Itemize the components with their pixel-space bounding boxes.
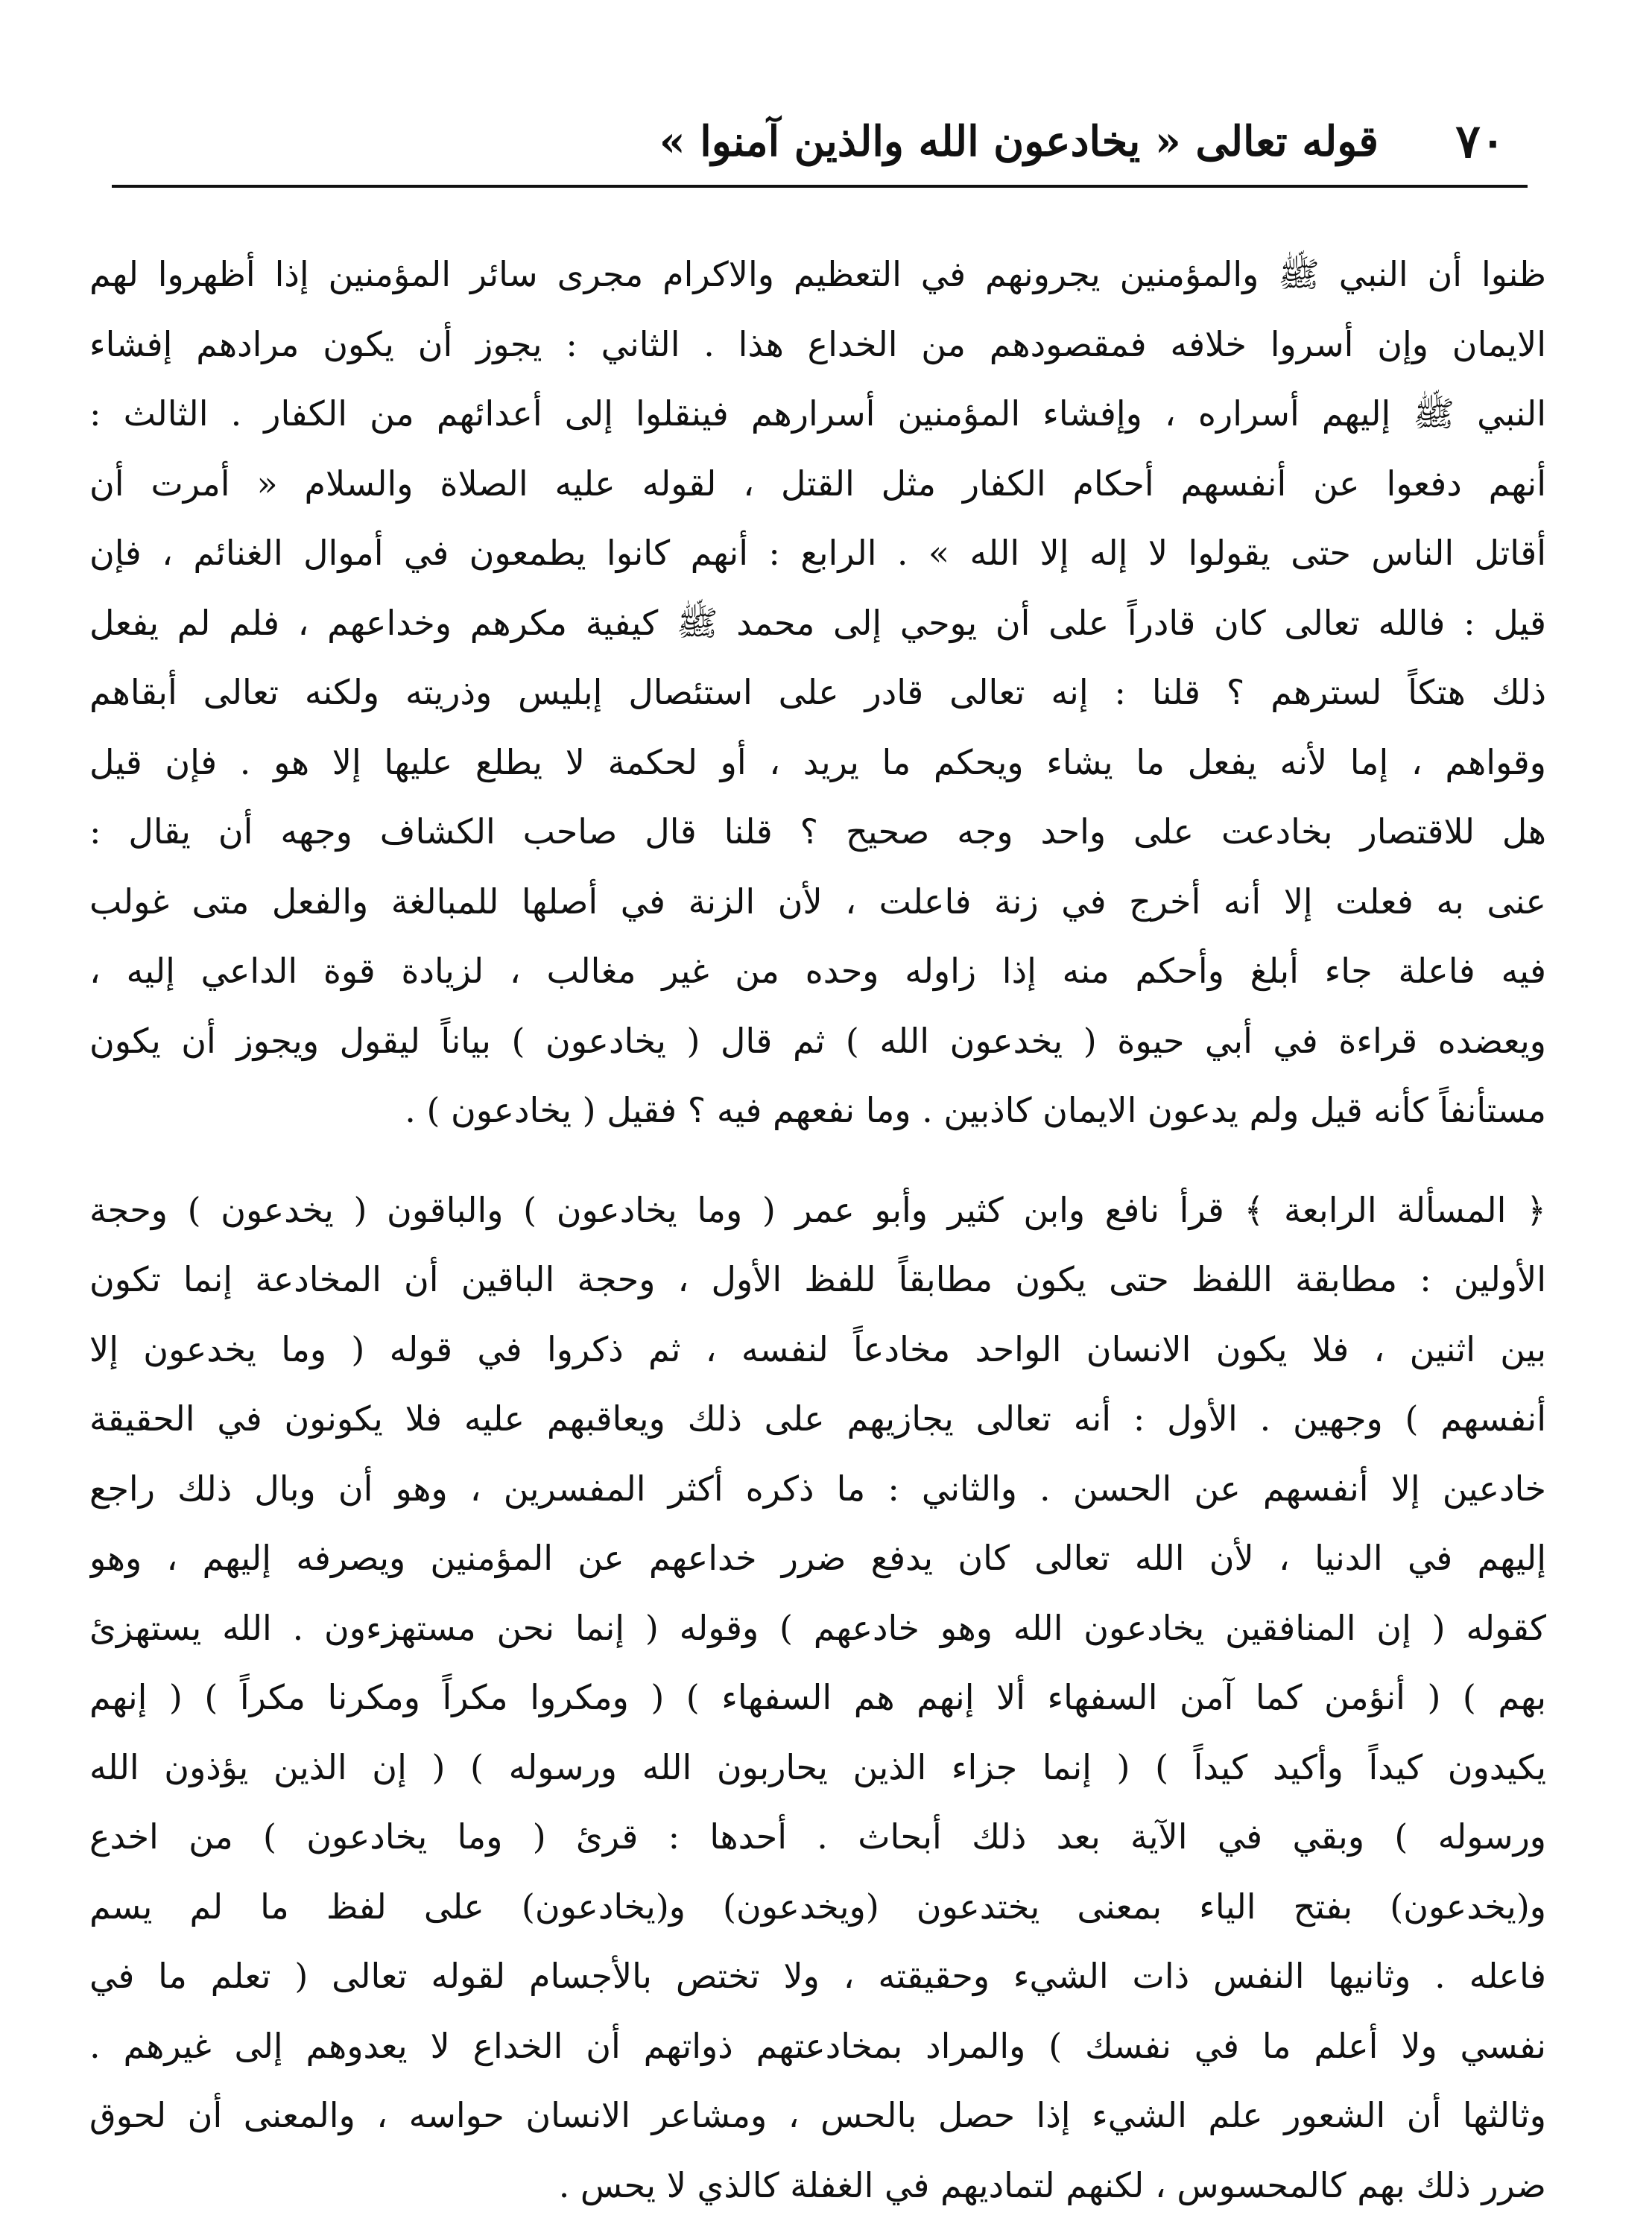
- text-line: قيل : فالله تعالى كان قادراً على أن يوحي إلى محمد ﷺ كيفية مكرهم وخداعهم ، فلم لم يفعل: [89, 602, 1546, 643]
- text-line: بين اثنين ، فلا يكون الانسان الواحد مخادعاً لنفسه ، ثم ذكروا في قوله ( وما يخدعون إلا: [89, 1328, 1546, 1369]
- paragraph-gap: [89, 1146, 1546, 1176]
- paragraph-1: [89, 240, 1546, 1146]
- text-line: وثالثها أن الشعور علم الشيء إذا حصل بالحس ، ومشاعر الانسان حواسه ، والمعنى أن لحوق: [89, 2095, 1546, 2135]
- header-rule: [112, 185, 1528, 188]
- body-text: [89, 240, 1546, 2220]
- running-title: قوله تعالى « يخادعون الله والذين آمنوا »: [659, 117, 1379, 166]
- page-number: ٧٠: [1455, 114, 1505, 168]
- text-line: يكيدون كيداً وأكيد كيداً ) ( إنما جزاء الذين يحاربون الله ورسوله ) ( إن الذين يؤذون الله: [89, 1746, 1546, 1787]
- text-line: الأولين : مطابقة اللفظ حتى يكون مطابقاً للفظ الأول ، وحجة الباقين أن المخادعة إنما تكون: [89, 1259, 1546, 1299]
- text-line: أنهم دفعوا عن أنفسهم أحكام الكفار مثل القتل ، لقوله عليه الصلاة والسلام « أمرت أن: [89, 463, 1546, 504]
- text-line: ﴿ المسألة الرابعة ﴾ قرأ نافع وابن كثير وأبو عمر ( وما يخادعون ) والباقون ( يخدعون ) وحجة: [89, 1189, 1546, 1230]
- text-line: فاعله . وثانيها النفس ذات الشيء وحقيقته ، ولا تختص بالأجسام لقوله تعالى ( تعلم ما في: [89, 1956, 1546, 1996]
- text-line: ورسوله ) وبقي في الآية بعد ذلك أبحاث . أحدها : قرئ ( وما يخادعون ) من اخدع: [89, 1816, 1546, 1857]
- paragraph-2: [89, 1176, 1546, 2221]
- text-line: فيه فاعلة جاء أبلغ وأحكم منه إذا زاوله وحده من غير مغالب ، لزيادة قوة الداعي إليه ،: [89, 951, 1546, 991]
- text-line: أنفسهم ) وجهين . الأول : أنه تعالى يجازيهم على ذلك ويعاقبهم عليه فلا يكونون في الحقيقة: [89, 1398, 1546, 1439]
- text-line: أقاتل الناس حتى يقولوا لا إله إلا الله » . الرابع : أنهم كانوا يطمعون في أموال الغنائم ، فإن: [89, 533, 1546, 573]
- text-line: ظنوا أن النبي ﷺ والمؤمنين يجرونهم في التعظيم والاكرام مجرى سائر المؤمنين إذا أظهروا لهم: [89, 254, 1546, 294]
- text-line: خادعين إلا أنفسهم عن الحسن . والثاني : ما ذكره أكثر المفسرين ، وهو أن وبال ذلك راجع: [89, 1468, 1546, 1509]
- text-line: مستأنفاً كأنه قيل ولم يدعون الايمان كاذبين . وما نفعهم فيه ؟ فقيل ( يخادعون ) .: [405, 1090, 1546, 1130]
- text-line: هل للاقتصار بخادعت على واحد وجه صحيح ؟ قلنا قال صاحب الكشاف وجهه أن يقال :: [89, 811, 1546, 852]
- text-line: كقوله ( إن المنافقين يخادعون الله وهو خادعهم ) وقوله ( إنما نحن مستهزءون . الله يستهزئ: [89, 1607, 1546, 1648]
- text-line: النبي ﷺ إليهم أسراره ، وإفشاء المؤمنين أسرارهم فينقلوا إلى أعدائهم من الكفار . الثالث :: [89, 393, 1546, 434]
- text-line: إليهم في الدنيا ، لأن الله تعالى كان يدفع ضرر خداعهم عن المؤمنين ويصرفه إليهم ، وهو: [89, 1538, 1546, 1578]
- text-line: وقواهم ، إما لأنه يفعل ما يشاء ويحكم ما يريد ، أو لحكمة لا يطلع عليها إلا هو . فإن قيل: [89, 741, 1546, 782]
- text-line: ذلك هتكاً لسترهم ؟ قلنا : إنه تعالى قادر على استئصال إبليس وذريته ولكنه تعالى أبقاهم: [89, 672, 1546, 712]
- text-line: ضرر ذلك بهم كالمحسوس ، لكنهم لتماديهم في الغفلة كالذي لا يحس .: [558, 2164, 1546, 2205]
- page-header: [417, 104, 1505, 179]
- text-line: و(يخدعون) بفتح الياء بمعنى يختدعون (ويخدعون) و(يخادعون) على لفظ ما لم يسم: [89, 1886, 1546, 1927]
- text-line: الايمان وإن أسروا خلافه فمقصودهم من الخداع هذا . الثاني : يجوز أن يكون مرادهم إفشاء: [89, 323, 1546, 364]
- text-line: بهم ) ( أنؤمن كما آمن السفهاء ألا إنهم هم السفهاء ) ( ومكروا مكراً ومكرنا مكراً ) ( إنهم: [89, 1677, 1546, 1717]
- text-line: نفسي ولا أعلم ما في نفسك ) والمراد بمخادعتهم ذواتهم أن الخداع لا يعدوهم إلى غيرهم .: [89, 2025, 1546, 2066]
- text-line: عنى به فعلت إلا أنه أخرج في زنة فاعلت ، لأن الزنة في أصلها للمبالغة والفعل متى غولب: [89, 881, 1546, 922]
- text-line: ويعضده قراءة في أبي حيوة ( يخدعون الله ) ثم قال ( يخادعون ) بياناً ليقول ويجوز أن يكون: [89, 1020, 1546, 1061]
